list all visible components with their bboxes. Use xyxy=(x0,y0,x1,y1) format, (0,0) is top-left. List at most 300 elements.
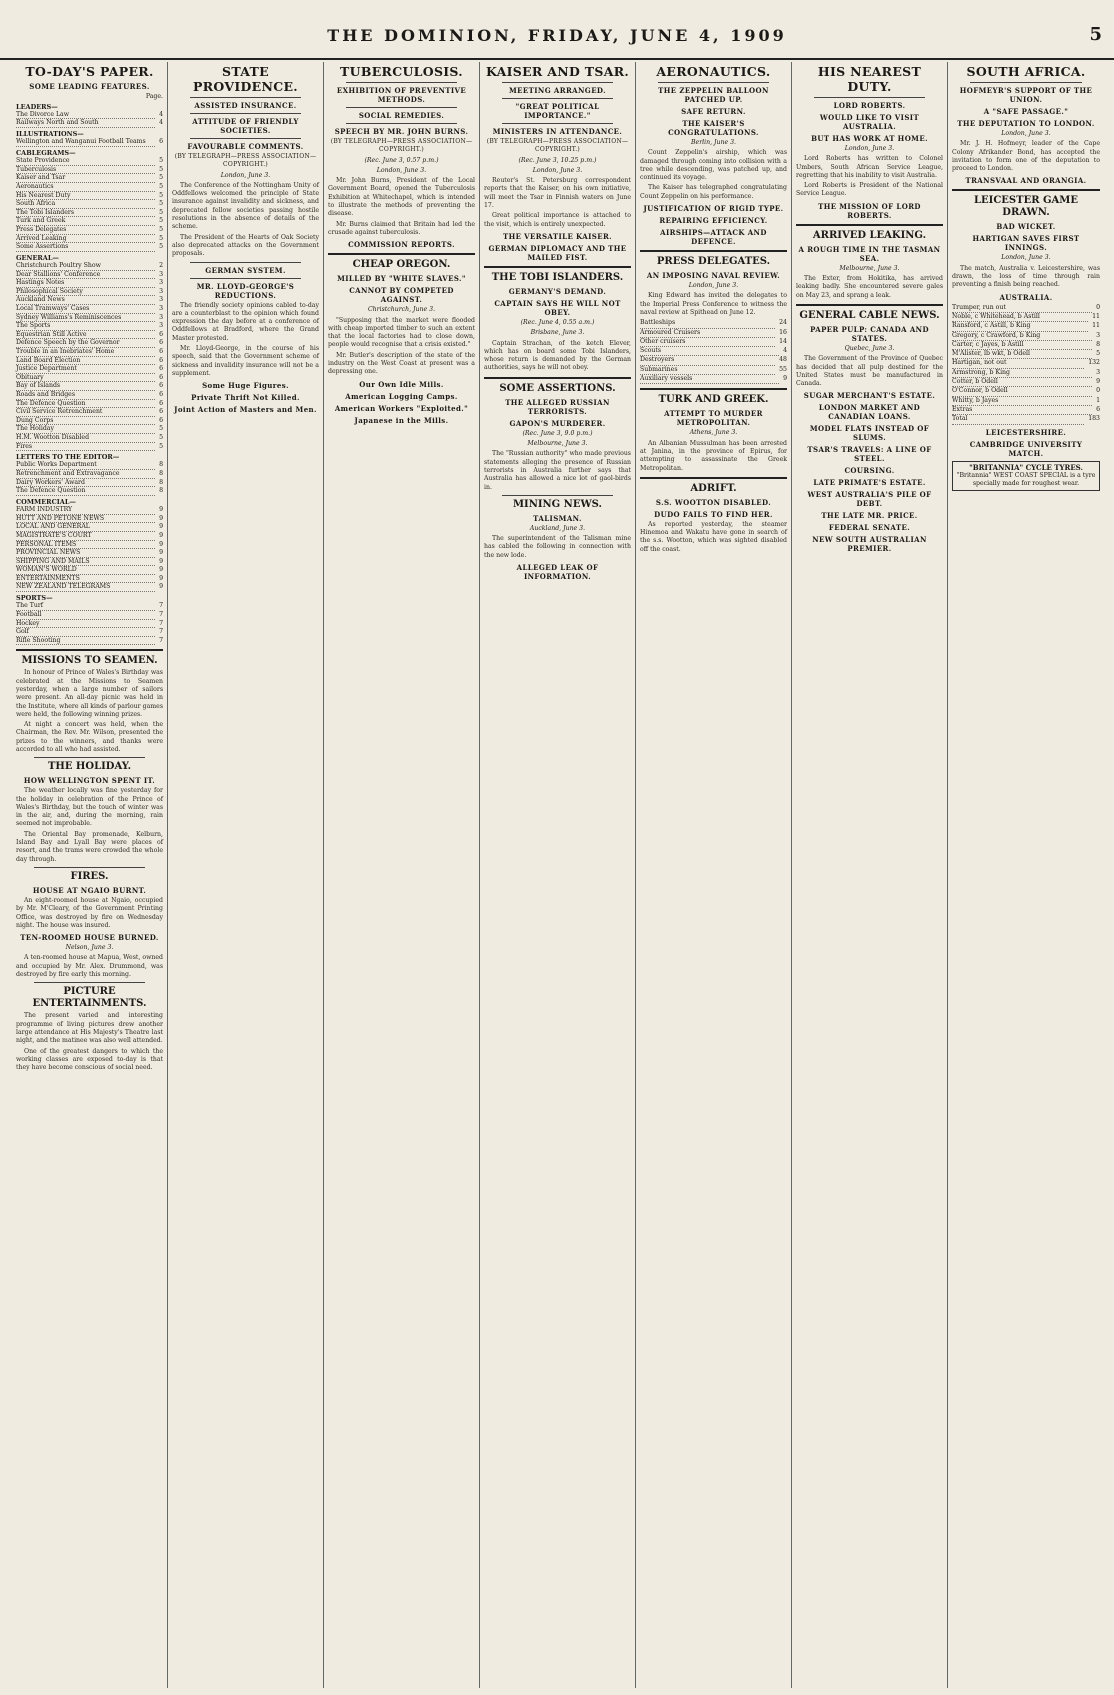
score-row xyxy=(952,341,1100,350)
index-entry-title: Retrenchment and Extravagance xyxy=(16,470,155,479)
index-entry-title: Obituary xyxy=(16,374,155,383)
index-entry-page: 7 xyxy=(159,636,163,644)
kaiser-tsar-heading: KAISER AND TSAR. xyxy=(485,64,630,79)
batsman: Hartigan, not out xyxy=(952,359,1084,368)
index-entry-page: 5 xyxy=(159,425,163,433)
index-entry-title: Aeronautics xyxy=(16,183,155,192)
sub-heading: HOFMEYR'S SUPPORT OF THE UNION. xyxy=(959,86,1093,104)
fires-sub: TEN-ROOMED HOUSE BURNED. xyxy=(20,933,159,943)
tobi-heading: THE TOBI ISLANDERS. xyxy=(491,271,624,283)
article-para: Mr. Butler's description of the state of the industry on the West Coast at present was a depressing one. xyxy=(328,351,475,376)
dateline: Melbourne, June 3. xyxy=(839,264,900,272)
index-entry-title: The Sports xyxy=(16,322,155,331)
sub-heading: THE MISSION OF LORD ROBERTS. xyxy=(818,201,921,220)
runs: 9 xyxy=(1096,378,1100,386)
index-entry-title: LOCAL AND GENERAL xyxy=(16,523,155,532)
index-section-label: LETTERS TO THE EDITOR— xyxy=(16,453,120,462)
fleet-count: 9 xyxy=(783,375,787,383)
index-entry-title: Fires xyxy=(16,443,155,452)
index-entry-title: MAGISTRATE'S COURT xyxy=(16,532,155,541)
sub-heading: COMMISSION REPORTS. xyxy=(348,240,455,250)
score-row xyxy=(952,397,1100,406)
fleet-row xyxy=(640,356,787,365)
pictures-heading: PICTURE ENTERTAINMENTS. xyxy=(32,986,147,1010)
article-para: The Conference of the Nottingham Unity of Oddfellows welcomed the principle of State insurance against invalidity and sickness, and deprecated fellow societies passing hostile resolutions in the absence of details of the scheme. xyxy=(172,181,319,231)
sub-heading: GERMANY'S DEMAND. xyxy=(508,286,607,296)
index-entry-page: 6 xyxy=(159,416,163,424)
sub-heading: MILLED BY "WHITE SLAVES." xyxy=(337,274,466,284)
index-entry-title: Golf xyxy=(16,628,155,637)
column-6 xyxy=(792,62,948,1688)
sub-heading: PAPER PULP: CANADA AND STATES. xyxy=(810,324,929,343)
index-entry-title: The Tobi Islanders xyxy=(16,209,155,218)
score-row xyxy=(952,378,1100,387)
ad-body: "Britannia" WEST COAST SPECIAL is a tyre specially made for roughest wear. xyxy=(956,471,1096,488)
cable-news-heading: GENERAL CABLE NEWS. xyxy=(799,309,940,321)
dateline: (Rec. June 4, 0.55 a.m.) xyxy=(520,318,595,326)
batsman: Noble, c Whitehead, b Astill xyxy=(952,313,1088,322)
index-entry-page: 3 xyxy=(159,270,163,278)
sub-heading: BAD WICKET. xyxy=(996,222,1056,232)
batsman: Extras xyxy=(952,406,1092,415)
fires-para: An eight-roomed house at Ngaio, occupied by Mr. M'Cleary, of the Government Printing Office, was destroyed by fire on Wednesday night. The house was insured. xyxy=(16,896,163,929)
fires-heading: FIRES. xyxy=(70,870,109,882)
index-entry xyxy=(16,637,163,646)
index-entry-title: Equestrian Still Active xyxy=(16,331,155,340)
index-entry-page: 5 xyxy=(159,217,163,225)
index-entry xyxy=(16,602,163,611)
article-para: "Supposing that the market were flooded with cheap imported timber to such an extent that the local factories had to close down, people would recognise that a crisis existed." xyxy=(328,316,475,349)
article-para: The Kaiser has telegraphed congratulating Count Zeppelin on his performance. xyxy=(640,184,787,200)
index-entry xyxy=(16,226,163,235)
index-entry-title: The Defence Question xyxy=(16,400,155,409)
cable-item-heading: LONDON MARKET AND CANADIAN LOANS. xyxy=(818,403,921,422)
index-entry xyxy=(16,391,163,400)
index-entry-page: 6 xyxy=(159,339,163,347)
index-entry-page: 6 xyxy=(159,391,163,398)
index-entry-page: 5 xyxy=(159,208,163,216)
index-section-label: ILLUSTRATIONS— xyxy=(16,130,84,139)
leicester-heading: LEICESTER GAME DRAWN. xyxy=(974,195,1078,219)
masthead xyxy=(0,0,1114,60)
sub-heading: American Workers "Exploited." xyxy=(334,403,469,413)
index-entry-page: 4 xyxy=(159,119,163,127)
index-entry xyxy=(16,331,163,340)
index-entry-title: The Holiday xyxy=(16,425,155,434)
runs: 132 xyxy=(1088,359,1100,367)
index-entry-page: 6 xyxy=(159,348,163,356)
index-entry-page: 7 xyxy=(159,628,163,636)
page-number: 5 xyxy=(1089,24,1102,45)
index-entry-title: SHIPPING AND MAILS xyxy=(16,558,155,567)
index-entry-title: Defence Speech by the Governor xyxy=(16,339,155,348)
index-entry xyxy=(16,506,163,515)
index-entry xyxy=(16,443,163,452)
columns xyxy=(12,62,1104,1688)
index-entry xyxy=(16,365,163,374)
todays-paper-sub: SOME LEADING FEATURES. xyxy=(29,82,150,91)
credit-line: (BY TELEGRAPH—PRESS ASSOCIATION—COPYRIGHT.) xyxy=(486,138,629,154)
article-para: King Edward has invited the delegates to the Imperial Press Conference to witness the naval review at Spithead on June 12. xyxy=(640,292,787,316)
index-entry xyxy=(16,217,163,226)
article-para: The superintendent of the Talisman mine has cabled the following in connection with the new lode. xyxy=(484,535,631,559)
sub-heading: SPEECH BY MR. JOHN BURNS. xyxy=(334,127,469,136)
article-para: An Albanian Mussulman has been arrested at Janina, in the province of Epirus, for attempting to assassinate the Greek Metropolitan. xyxy=(640,439,787,472)
index-entry-page: 7 xyxy=(159,619,163,627)
runs: 11 xyxy=(1092,312,1100,320)
nearest-duty-heading: HIS NEAREST DUTY. xyxy=(817,64,922,94)
index-entry xyxy=(16,314,163,323)
sub-heading: GERMAN SYSTEM. xyxy=(205,265,286,275)
dateline: London, June 3. xyxy=(688,282,739,290)
sub-heading: ATTITUDE OF FRIENDLY SOCIETIES. xyxy=(192,117,299,135)
index-entry-page: 5 xyxy=(159,226,163,234)
index-entry-title: ENTERTAINMENTS xyxy=(16,575,155,584)
index-entry-title: Tuberculosis xyxy=(16,166,155,175)
index-entry-title: Dung Corps xyxy=(16,417,155,426)
index-entry-title: Wellington and Wanganui Football Teams xyxy=(16,138,155,147)
index-entry-page: 5 xyxy=(159,243,163,251)
index-section-label: COMMERCIAL— xyxy=(16,497,76,506)
index-entry-title: WOMAN'S WORLD xyxy=(16,566,155,575)
index-entry-page: 9 xyxy=(159,549,163,557)
sub-heading: A "SAFE PASSAGE." xyxy=(983,107,1069,116)
index-entry-page: 6 xyxy=(159,408,163,416)
index-entry xyxy=(16,157,163,166)
index-entry xyxy=(16,479,163,488)
credit-line: (BY TELEGRAPH—PRESS ASSOCIATION—COPYRIGHT.) xyxy=(330,138,473,154)
index-entry-page: 4 xyxy=(159,110,163,118)
article-para: Mr. John Burns, President of the Local Government Board, opened the Tuberculosis Exhibition at Whitechapel, which is intended to illustrate the methods of preventing the disease. xyxy=(328,177,475,218)
runs: 8 xyxy=(1096,340,1100,348)
turk-greek-heading: TURK AND GREEK. xyxy=(658,394,769,406)
index-entry-title: State Providence xyxy=(16,157,155,166)
adrift-heading: ADRIFT. xyxy=(690,482,737,494)
cable-item-heading: THE LATE MR. PRICE. xyxy=(821,511,918,521)
fleet-type: Scouts xyxy=(640,347,779,356)
scorecard-title: AUSTRALIA. xyxy=(999,292,1053,302)
index-entry xyxy=(16,549,163,558)
article-para: The match, Australia v. Leicestershire, was drawn, the loss of time through rain preventing a finish being reached. xyxy=(952,264,1100,289)
batsman: O'Connor, b Odell xyxy=(952,387,1092,396)
fleet-type: Armoured Cruisers xyxy=(640,329,775,338)
sub-heading: GERMAN DIPLOMACY AND THE MAILED FIST. xyxy=(488,243,627,262)
index-entry-page: 9 xyxy=(159,574,163,582)
score-row xyxy=(952,332,1100,341)
sub-heading: AIRSHIPS—ATTACK AND DEFENCE. xyxy=(660,228,767,247)
index-entry-page: 8 xyxy=(159,461,163,469)
runs: 11 xyxy=(1092,322,1100,330)
fleet-type: Other cruisers xyxy=(640,338,775,347)
index-entry xyxy=(16,279,163,288)
index-entry xyxy=(16,417,163,426)
missions-para: At night a concert was held, when the Chairman, the Rev. Mr. Wilson, presented the prizes to the winners, and thanks were accorded to all who had assisted. xyxy=(16,721,163,753)
index-section-label: LEADERS— xyxy=(16,102,58,111)
sub-heading: THE KAISER'S CONGRATULATIONS. xyxy=(668,119,759,137)
index-entry-page: 8 xyxy=(159,470,163,478)
column-7 xyxy=(948,62,1104,1688)
press-delegates-heading: PRESS DELEGATES. xyxy=(656,256,771,268)
ad-title: "BRITANNIA" CYCLE TYRES. xyxy=(969,462,1083,472)
sub-heading: "GREAT POLITICAL IMPORTANCE." xyxy=(515,102,600,120)
index-entry xyxy=(16,209,163,218)
batsman: Total xyxy=(952,415,1084,424)
sub-heading: LEICESTERSHIRE. xyxy=(985,427,1067,437)
index-section-label: GENERAL— xyxy=(16,253,59,262)
sub-heading: Some Huge Figures. xyxy=(202,381,289,391)
sub-heading: SAFE RETURN. xyxy=(681,107,746,116)
dateline: Christchurch, June 3. xyxy=(367,306,436,314)
batsman: Gregory, c Crawford, b King xyxy=(952,332,1092,341)
sub-heading: ASSISTED INSURANCE. xyxy=(194,101,297,110)
index-entry-title: Rifle Shooting xyxy=(16,637,155,646)
state-providence-heading: STATE PROVIDENCE. xyxy=(193,64,298,94)
missions-heading: MISSIONS TO SEAMEN. xyxy=(21,655,158,667)
dateline: London, June 3. xyxy=(1001,254,1051,262)
fleet-count: 24 xyxy=(779,319,787,327)
index-entry-title: The Defence Question xyxy=(16,487,155,496)
sub-heading: S.S. WOOTTON DISABLED. xyxy=(655,497,772,507)
sub-heading: American Logging Camps. xyxy=(345,391,458,401)
index-entry-page: 5 xyxy=(159,165,163,173)
index-section-label: SPORTS— xyxy=(16,594,53,603)
sub-heading: THE ALLEGED RUSSIAN TERRORISTS. xyxy=(505,397,610,416)
batsman: Cotter, b Odell xyxy=(952,378,1092,387)
dateline: Nelson, June 3. xyxy=(65,944,114,952)
index-entry-title: PERSONAL ITEMS xyxy=(16,541,155,550)
batsman: Ransford, c Astill, b King xyxy=(952,322,1088,331)
index-entry-title: NEW ZEALAND TELEGRAMS xyxy=(16,583,155,592)
holiday-para: The Oriental Bay promenade, Kelburn, Island Bay and Lyall Bay were places of resort, and the trams were crowded the whole day through. xyxy=(16,830,163,863)
dateline: Brisbane, June 3. xyxy=(530,329,585,337)
cable-item-heading: NEW SOUTH AUSTRALIAN PREMIER. xyxy=(812,535,927,554)
sub-heading: CANNOT BY COMPETED AGAINST. xyxy=(349,286,454,305)
index-entry-page: 9 xyxy=(159,514,163,522)
article-para: The Exter, from Hokitika, has arrived leaking badly. She encountered severe gales on May 23, and sprang a leak. xyxy=(796,275,943,299)
sub-heading: EXHIBITION OF PREVENTIVE METHODS. xyxy=(336,86,467,104)
index-entry-page: 8 xyxy=(159,478,163,486)
column-1 xyxy=(12,62,168,1688)
sub-heading: FAVOURABLE COMMENTS. xyxy=(187,142,304,151)
fleet-type: Submarines xyxy=(640,366,775,375)
index-entry-title: Railways North and South xyxy=(16,119,155,128)
index-entry-page: 9 xyxy=(159,566,163,574)
cable-items xyxy=(796,391,943,553)
article-para: Reuter's St. Petersburg correspondent reports that the Kaiser, on his own initiative, will meet the Tsar in Finnish waters on June 17. xyxy=(484,177,631,210)
cable-item-heading: FEDERAL SENATE. xyxy=(828,523,911,533)
index-entry xyxy=(16,620,163,629)
index-entry-title: Hastings Notes xyxy=(16,279,155,288)
index-entry-page: 5 xyxy=(159,183,163,191)
dateline: Quebec, June 3. xyxy=(844,344,895,352)
index-entry-title: HUTT AND PETONE NEWS xyxy=(16,515,155,524)
index-entry-page: 6 xyxy=(159,365,163,373)
sub-heading: SOCIAL REMEDIES. xyxy=(358,111,445,120)
index-entry-page: 8 xyxy=(159,487,163,495)
index-entry xyxy=(16,425,163,434)
index-entry-title: The Divorce Law xyxy=(16,111,155,120)
index-entry-page: 5 xyxy=(159,433,163,441)
missions-para: In honour of Prince of Wales's Birthday was celebrated at the Missions to Seamen yesterday, when a large number of sailors were present. An all-day picnic was held in the Institute, where all kinds of parlour games were held, the following winning prizes. xyxy=(16,669,163,718)
index-entry xyxy=(16,192,163,201)
column-5 xyxy=(636,62,792,1688)
cable-item-heading: MODEL FLATS INSTEAD OF SLUMS. xyxy=(809,424,930,443)
index-entry-page: 3 xyxy=(159,296,163,304)
fleet-type: Battleships xyxy=(640,319,775,328)
sub-heading: THE VERSATILE KAISER. xyxy=(502,231,612,241)
mining-news-heading: MINING NEWS. xyxy=(512,498,603,510)
index-entry-title: Some Assertions xyxy=(16,243,155,252)
credit-line: (BY TELEGRAPH—PRESS ASSOCIATION—COPYRIGHT.) xyxy=(174,153,317,169)
index-entry xyxy=(16,271,163,280)
index-entry-page: 9 xyxy=(159,506,163,514)
column-3 xyxy=(324,62,480,1688)
index-entry-page: 5 xyxy=(159,234,163,242)
sub-heading: Our Own Idle Mills. xyxy=(359,379,444,389)
sub-heading: GAPON'S MURDERER. xyxy=(509,418,606,428)
index-entry xyxy=(16,374,163,383)
index-entry xyxy=(16,166,163,175)
index-entry-page: 3 xyxy=(159,305,163,313)
score-row xyxy=(952,369,1100,378)
index-entry-title: South Africa xyxy=(16,200,155,209)
runs: 0 xyxy=(1096,387,1100,395)
fleet-count: 14 xyxy=(779,337,787,345)
index-entry-page: 9 xyxy=(159,540,163,548)
batsman: Trumper, run out xyxy=(952,304,1092,313)
index-entry-page: 3 xyxy=(159,322,163,330)
batsman: Carter, c Jayes, b Astill xyxy=(952,341,1092,350)
batsman: M'Alister, lb wkt, b Odell xyxy=(952,350,1092,359)
dateline: Melbourne, June 3. xyxy=(527,440,588,448)
index-entry xyxy=(16,348,163,357)
aeronautics-heading: AERONAUTICS. xyxy=(656,64,771,79)
column-2 xyxy=(168,62,324,1688)
sub-heading: A ROUGH TIME IN THE TASMAN SEA. xyxy=(798,244,941,263)
index-entry xyxy=(16,119,163,128)
index-entry-page: 9 xyxy=(159,531,163,539)
article-para: Lord Roberts is President of the National Service League. xyxy=(796,182,943,198)
index-entry xyxy=(16,357,163,366)
index-entry xyxy=(16,262,163,271)
index-entry-title: Dairy Workers' Award xyxy=(16,479,155,488)
index-entry-title: Football xyxy=(16,611,155,620)
sub-heading: JUSTIFICATION OF RIGID TYPE. xyxy=(643,204,784,214)
index-entry-title: Civil Service Retrenchment xyxy=(16,408,155,417)
index-entry xyxy=(16,487,163,496)
index-entry-title: Public Works Department xyxy=(16,461,155,470)
index-entry xyxy=(16,523,163,532)
index-entry-page: 5 xyxy=(159,200,163,208)
batsman: Armstrong, b King xyxy=(952,369,1092,378)
sub-heading: CAMBRIDGE UNIVERSITY MATCH. xyxy=(969,439,1083,458)
index-section-label: CABLEGRAMS— xyxy=(16,148,76,157)
fires-para: A ten-roomed house at Mapua, West, owned and occupied by Mr. Alex. Drummond, was destroyed by fire early this morning. xyxy=(16,954,163,979)
index-entry-title: Dear Stallions' Conference xyxy=(16,271,155,280)
article-para: Mr. Lloyd-George, in the course of his speech, said that the Government scheme of sickness and invalidity insurance will not be a supplement. xyxy=(172,345,319,377)
index-entry xyxy=(16,235,163,244)
sub-heading: Japanese in the Mills. xyxy=(354,415,449,425)
column-4 xyxy=(480,62,636,1688)
article-para: Mr. J. H. Hofmeyr, leader of the Cape Colony Afrikander Bond, has accepted the invitation to form one of the deputation to proceed to London. xyxy=(952,140,1100,173)
fleet-count: 48 xyxy=(779,356,787,364)
index-entry xyxy=(16,111,163,120)
runs: 6 xyxy=(1096,405,1100,413)
sub-heading: THE ZEPPELIN BALLOON PATCHED UP. xyxy=(658,86,769,104)
sub-heading: Private Thrift Not Killed. xyxy=(191,393,300,403)
sub-heading: WOULD LIKE TO VISIT AUSTRALIA. xyxy=(819,113,920,131)
score-row xyxy=(952,387,1100,396)
cable-item-heading: SUGAR MERCHANT'S ESTATE. xyxy=(803,391,936,401)
article-para: The friendly society opinions cabled to-day are a counterblast to the opinion which found expression the day before at a conference of Oddfellows at Bradford, where the Grand Master protested. xyxy=(172,301,319,342)
index-entry xyxy=(16,461,163,470)
score-row xyxy=(952,304,1100,313)
score-row xyxy=(952,415,1100,424)
sub-heading: Joint Action of Masters and Men. xyxy=(174,405,317,415)
sub-heading: REPAIRING EFFICIENCY. xyxy=(659,216,768,226)
fleet-table xyxy=(640,319,787,384)
advertisement xyxy=(952,461,1100,492)
cable-item-heading: COURSING. xyxy=(844,466,895,476)
fleet-row xyxy=(640,347,787,356)
index-entry-page: 7 xyxy=(159,602,163,610)
index-entry-page: 6 xyxy=(159,373,163,381)
score-row xyxy=(952,313,1100,322)
fleet-count: 55 xyxy=(779,365,787,373)
index-entry xyxy=(16,470,163,479)
index-entry xyxy=(16,382,163,391)
some-assertions-heading: SOME ASSERTIONS. xyxy=(499,382,616,394)
fleet-row xyxy=(640,366,787,375)
index-entry xyxy=(16,296,163,305)
cable-item-heading: LATE PRIMATE'S ESTATE. xyxy=(813,478,926,488)
sub-heading: ATTEMPT TO MURDER METROPOLITAN. xyxy=(664,409,763,428)
fleet-row xyxy=(640,338,787,347)
score-row xyxy=(952,406,1100,415)
sub-heading: MINISTERS IN ATTENDANCE. xyxy=(492,127,623,136)
holiday-sub: HOW WELLINGTON SPENT IT. xyxy=(23,776,156,786)
dateline: London, June 3. xyxy=(532,166,583,174)
index-entry xyxy=(16,305,163,314)
pictures-para: The present varied and interesting programme of living pictures drew another large attendance at His Majesty's Theatre last night, and the matinee was also well attended. xyxy=(16,1012,163,1045)
cable-item-heading: WEST AUSTRALIA'S PILE OF DEBT. xyxy=(807,490,932,509)
sub-heading: THE DEPUTATION TO LONDON. xyxy=(957,119,1095,128)
index-entry-page: 9 xyxy=(159,583,163,591)
index-entry-title: Turk and Greek xyxy=(16,217,155,226)
article-para: As reported yesterday, the steamer Hinemoa and Wakatu have gone in search of the s.s. Wootton, which was sighted disabled off the coast. xyxy=(640,520,787,553)
sub-heading: DUDO FAILS TO FIND HER. xyxy=(654,509,773,519)
index-entry xyxy=(16,566,163,575)
index-entry-title: Sydney Williams's Reminiscences xyxy=(16,314,155,323)
index-entry-title: Press Delegates xyxy=(16,226,155,235)
index-entry-title: The Turf xyxy=(16,602,155,611)
dateline: Auckland, June 3. xyxy=(529,524,586,532)
article-para: The "Russian authority" who made previous statements alleging the presence of Russian terrorists in Australia further says that Australia has allowed a nice lot of gaol-birds in. xyxy=(484,450,631,491)
index-entry-title: Trouble in an Inebriates' Home xyxy=(16,348,155,357)
index-entry-page: 6 xyxy=(159,356,163,364)
fires-sub: HOUSE AT NGAIO BURNT. xyxy=(32,885,147,895)
holiday-para: The weather locally was fine yesterday for the holiday in celebration of the Prince of Wales's Birthday, but the touch of winter was in the air, and, during the morning, rain seemed not improbable. xyxy=(16,787,163,828)
index-entry xyxy=(16,541,163,550)
arrived-leaking-heading: ARRIVED LEAKING. xyxy=(812,229,927,241)
index-entry-page: 9 xyxy=(159,557,163,565)
index-entry xyxy=(16,288,163,297)
dateline: Berlin, June 3. xyxy=(690,139,737,146)
dateline: London, June 3. xyxy=(844,145,895,152)
sub-heading: ALLEGED LEAK OF INFORMATION. xyxy=(516,563,599,582)
batsman: Whitty, b Jayes xyxy=(952,397,1092,406)
tuberculosis-heading: TUBERCULOSIS. xyxy=(340,64,463,79)
